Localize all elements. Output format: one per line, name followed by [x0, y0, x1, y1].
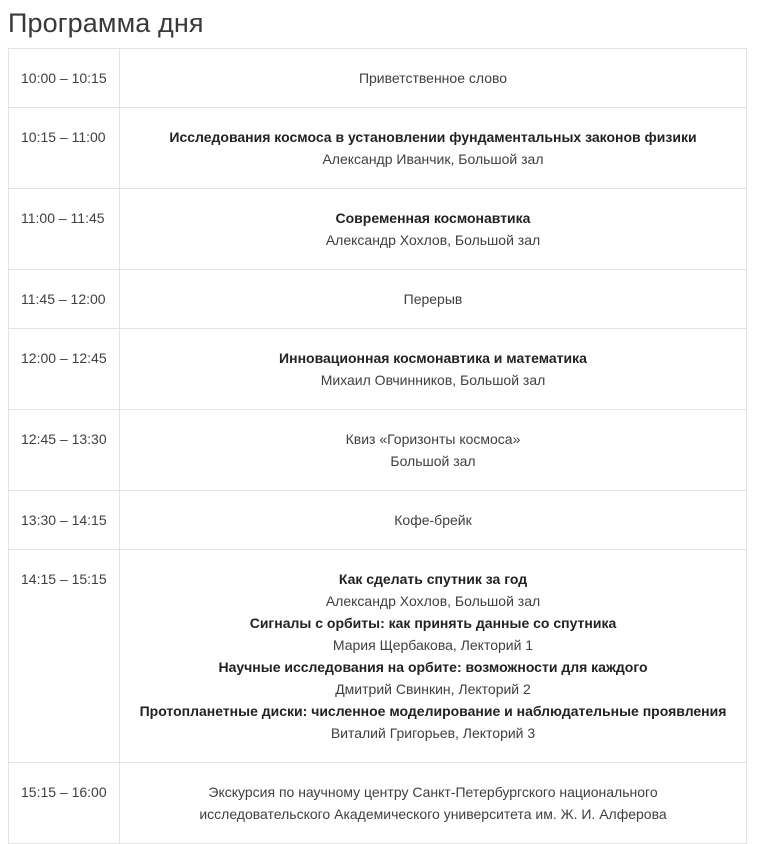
schedule-table [8, 48, 747, 844]
talk-title: Инновационная космонавтика и математика [279, 350, 587, 366]
time-cell: 14:15 – 15:15 [9, 550, 120, 763]
event-cell [120, 491, 747, 550]
table-row [9, 270, 747, 329]
table-row [9, 410, 747, 491]
talk-speaker-location: Александр Хохлов, Большой зал [325, 593, 541, 609]
table-row [9, 550, 747, 763]
event-text: Перерыв [403, 291, 463, 307]
event-text: Кофе-брейк [394, 512, 472, 528]
table-row [9, 108, 747, 189]
time-cell: 13:30 – 14:15 [9, 491, 120, 550]
event-location: Большой зал [390, 453, 476, 469]
event-text: Квиз «Горизонты космоса» [345, 431, 521, 447]
talk-title: Исследования космоса в установлении фундаментальных законов физики [169, 129, 697, 145]
event-cell [120, 189, 747, 270]
event-cell [120, 763, 747, 844]
event-cell [120, 550, 747, 763]
event-text: Экскурсия по научному центру Санкт-Петербургского национального [208, 784, 658, 800]
talk-title: Сигналы с орбиты: как принять данные со спутника [249, 615, 617, 631]
table-row [9, 329, 747, 410]
event-cell [120, 270, 747, 329]
event-cell [120, 329, 747, 410]
table-row [9, 763, 747, 844]
talk-title: Протопланетные диски: численное моделирование и наблюдательные проявления [139, 703, 727, 719]
page-title: Программа дня [8, 8, 204, 38]
talk-title: Как сделать спутник за год [338, 571, 528, 587]
table-row [9, 189, 747, 270]
talk-speaker-location: Александр Хохлов, Большой зал [325, 232, 541, 248]
time-cell: 12:45 – 13:30 [9, 410, 120, 491]
event-cell [120, 108, 747, 189]
event-cell [120, 49, 747, 108]
event-text: Приветственное слово [358, 70, 508, 86]
time-cell: 15:15 – 16:00 [9, 763, 120, 844]
time-cell: 11:45 – 12:00 [9, 270, 120, 329]
table-row [9, 491, 747, 550]
event-text: исследовательского Академического университета им. Ж. И. Алферова [199, 806, 667, 822]
talk-speaker-location: Дмитрий Свинкин, Лекторий 2 [335, 681, 531, 697]
talk-speaker-location: Александр Иванчик, Большой зал [322, 151, 544, 167]
talk-title: Научные исследования на орбите: возможности для каждого [218, 659, 648, 675]
talk-speaker-location: Михаил Овчинников, Большой зал [320, 372, 546, 388]
talk-speaker-location: Виталий Григорьев, Лекторий 3 [330, 725, 536, 741]
talk-title: Современная космонавтика [335, 210, 531, 226]
time-cell: 10:00 – 10:15 [9, 49, 120, 108]
time-cell: 10:15 – 11:00 [9, 108, 120, 189]
time-cell: 11:00 – 11:45 [9, 189, 120, 270]
event-cell [120, 410, 747, 491]
talk-speaker-location: Мария Щербакова, Лекторий 1 [332, 637, 534, 653]
table-row [9, 49, 747, 108]
time-cell: 12:00 – 12:45 [9, 329, 120, 410]
